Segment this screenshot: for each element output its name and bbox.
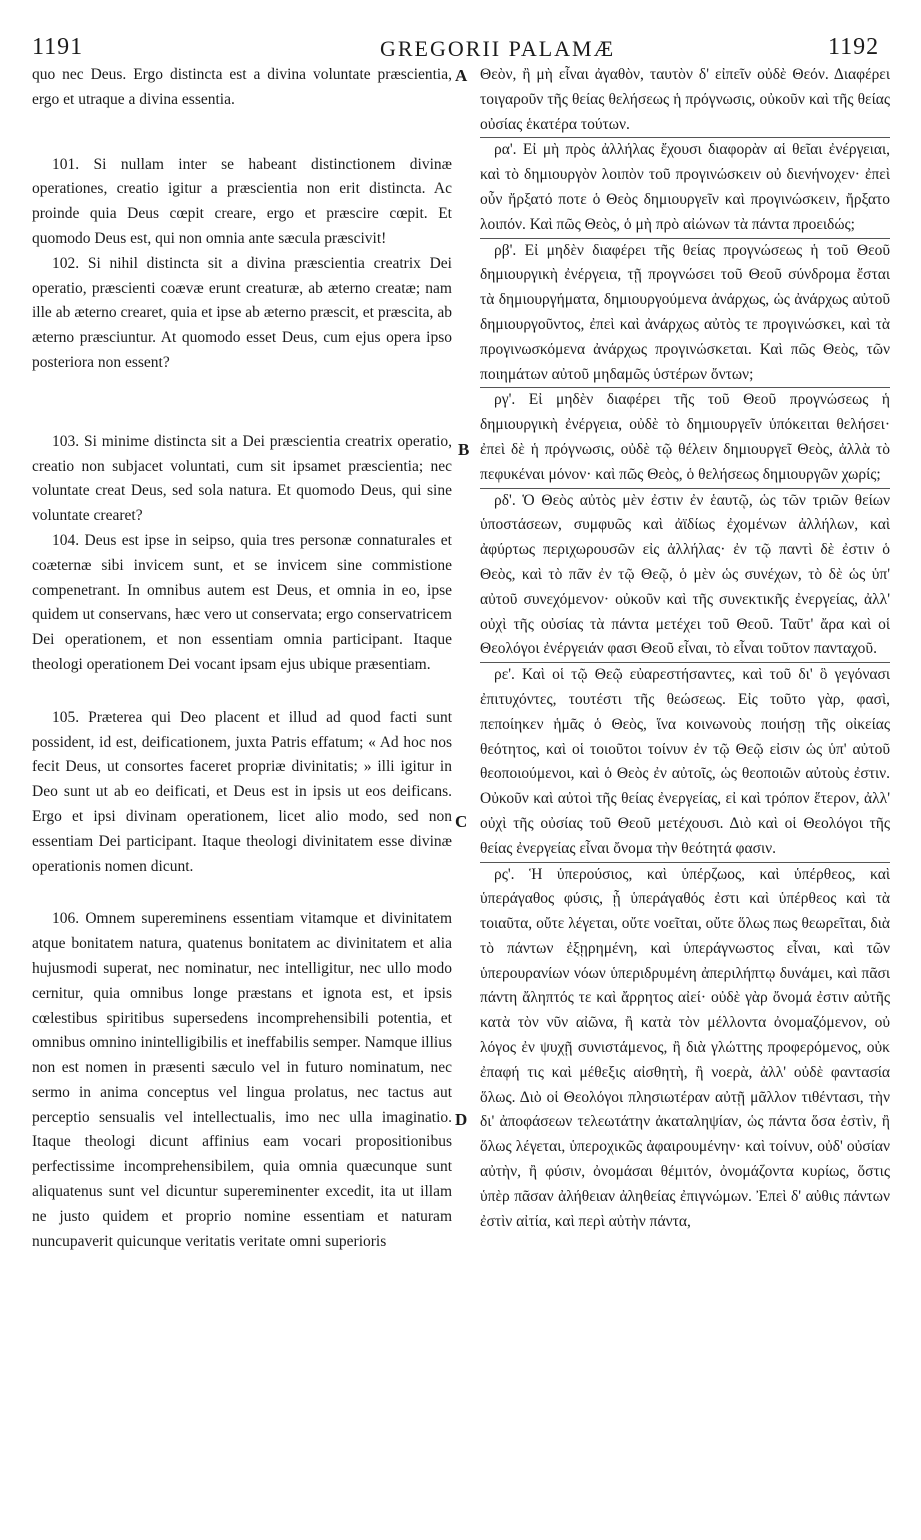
latin-section-106: 106. Omnem supereminens essentiam vitamque et divinitatem atque bonitatem natura, quatenus bonitatem ac divinitatem et alia hujusmodi superat, nec nominatur, nec intelligitur, nec ullo modo cernitur, quia omnibus longe præstans et ignota est, et ipsis cœlestibus spiritibus supersedens incomprehensibili potentia, et omnibus omnino inintelligibilis et ineffabilis semper. Namque illius non est nomen in præsenti sæculo vel in futuro nominatum, nec sermo in anima conceptus vel lingua prolatus, nec tactus aut perceptio sensualis vel intellectualis, imo nec ulla imaginatio. Itaque theologi dicunt affinius eam vocari propositionibus perfectissime incomprehensibilem, quia omnia quæcunque sunt aliquatenus sunt vel dicuntur supereminenter excedit, ita ut illam ne justo quidem et proprio nomine essentiam et naturam nuncupaverit quicunque veritatis veritate omni superioris [32, 910, 452, 1250]
latin-section-104: 104. Deus est ipse in seipso, quia tres personæ connaturales et coæternæ sibi invicem sunt, et se invicem sine commistione compenetrant. In omnibus autem est Deus, et omnia in eo, ipse quidem ut conservans, hæc vero ut conservata; ergo conservatricem Dei operationem, et non essentiam omnia participant. Itaque theologi operationem Dei vocant ipsam ejus ubique præsentiam. [32, 531, 452, 673]
greek-section-101: ρα'. Εἰ μὴ πρὸς ἀλλήλας ἔχουσι διαφορὰν αἱ θεῖαι ἐνέργειαι, καὶ τὸ δημιουργὸν λοιπὸν τοῦ προγινώσκειν οὐ διενήνοχεν· ἐπεὶ οὖν ἤρξατό ποτε ὁ Θεὸς δημιουργεῖν καὶ προγινώσκειν, ἤρξατο λοιπόν. Καὶ πῶς Θεὸς, ὁ μὴ πρὸ αἰώνων τὰ πάντα προειδώς; [480, 141, 890, 233]
latin-section-105: 105. Præterea qui Deo placent et illud ad quod facti sunt possident, id est, deificationem, juxta Patris effatum; « Ad hoc nos fecit Deus, ut consortes faceret propriæ divinitatis; » illi igitur in Deo sunt ut ab eo deificati, et Deus est in ipsis ut eos deificans. Ergo et ipsi divinam operationem, licet alio modo, sed non essentiam Dei participant. Itaque theologi divinitatem esse divinæ operationis nomen dicunt. [32, 708, 452, 875]
latin-column [32, 63, 452, 1254]
greek-section-102: ρβ'. Εἰ μηδὲν διαφέρει τῆς θείας προγνώσεως ἡ τοῦ Θεοῦ δημιουργικὴ ἐνέργεια, τῇ προγνώσει τοῦ Θεοῦ σύνδρομα ἔσται τὰ δημιουργήματα, δημιουργούμενα ἀνάρχως, ὡς ἀνάρχως αὐτοῦ δημιουργοῦντος, ἐπεὶ καὶ ἀνάρχως αὐτὸς τε προγινώσκει, καὶ τὰ προγινωσκόμενα ἀνάρχως προγινώσκεται. Καὶ πῶς Θεὸς, τῶν ποιημάτων αὐτοῦ μηδαμῶς ὑστέρων ὄντων; [480, 241, 890, 383]
margin-letter-c: C [455, 812, 468, 831]
page-header [0, 30, 921, 66]
greek-section-104: ρδ'. Ὁ Θεὸς αὐτὸς μὲν ἐστιν ἐν ἑαυτῷ, ὡς τῶν τριῶν θείων ὑποστάσεων, συμφυῶς καὶ ἀϊδίως ἐχομένων ἀλλήλων, καὶ ἀφύρτως περιχωρουσῶν εἰς ἀλλήλας· ἐν τῷ παντὶ δὲ ἐστιν ὁ Θεὸς, καὶ τὸ πᾶν ἐν τῷ Θεῷ, ὁ μὲν ὡς συνέχων, τὸ δὲ ὡς ὑπ' αὐτοῦ συνεχόμενον· οὐκοῦν καὶ τῆς συνεκτικῆς ἐνεργείας, ἀλλ' οὐχὶ τῆς οὐσίας τὰ πάντα μετέχει τοῦ Θεοῦ. Ταῦτ' ἄρα καὶ οἱ Θεολόγοι ἐνέργειάν φασι Θεοῦ εἶναι, τὸ εἶναι τοῦτον πανταχοῦ. [480, 491, 890, 658]
greek-section-106: ρς'. Ἡ ὑπερούσιος, καὶ ὑπέρζωος, καὶ ὑπέρθεος, καὶ ὑπεράγαθος φύσις, ᾗ ὑπεράγαθός ἐστι καὶ ὑπέρθεος καὶ τὰ τοιαῦτα, οὔτε λέγεται, οὔτε νοεῖται, οὔτε ὅλως πως θεωρεῖται, διὰ τὸ πάντων ἐξῃρημένη, καὶ ὑπεράγνωστος εἶναι, καὶ τῶν ὑπερουρανίων νόων ὑπεριδρυμένη ἀπεριλήπτῳ δυνάμει, καὶ πᾶσι πάντη ἄληπτός τε καὶ ἄρρητος αἰεί· οὐδὲ γὰρ ὄνομά ἐστιν αὐτῆς κατὰ τὸν νῦν αἰῶνα, ἢ κατὰ τὸν μέλλοντα ὀνομαζόμενον, οὐ λόγος ἐν ψυχῇ συνιστάμενος, ἢ διὰ γλώττης προφερόμενος, οὐκ ἐπαφή τις καὶ μέθεξις αἰσθητὴ, ἢ νοερὰ, ἀλλ' οὐδὲ φαντασία ὅλως. Διὸ οἱ Θεολόγοι πλησιωτέραν αὐτῇ μᾶλλον τιθέντασι, τὴν δι' ἀποφάσεων τελεωτάτην ἀκαταληψίαν, ὡς πάντα ὅσα ἐστὶν, ἢ ὅλως λέγεται, ὑπεροχικῶς ἀφαιρουμένην· καὶ τοίνυν, οὐδ' οὐσίαν αὐτὴν, ἢ φύσιν, ὀνομάσαι θέμιτόν, ὀνομάζοντα κυρίως, ὅστις ὑπὲρ πᾶσαν ἀλήθειαν ἀληθείας ἐπιγνώμων. Ἐπεὶ δ' αὐθις πάντων ἐστὶν αἰτία, καὶ περὶ αὐτὴν πάντα, [480, 865, 890, 1230]
right-page-number: 1192 [828, 34, 880, 60]
greek-column [480, 63, 890, 1234]
latin-section-101: 101. Si nullam inter se habeant distinctionem divinæ operationes, creatio igitur a præscientia non erit distincta. Ac proinde quia Deus cœpit creare, ergo et præscire cœpit. Et quomodo Deus est, qui non omnia ante sæcula præscivit! [32, 155, 452, 247]
latin-section-102: 102. Si nihil distincta sit a divina præscientia creatrix Dei operatio, præscienti coævæ erunt creaturæ, ab æterno creatæ; nam ille ab æterno crearet, quia et ipse ab æterno præscit, et præscita, ab æterno præsciuntur. At quomodo esset Deus, cum ejus opera ipso posteriora non essent? [32, 254, 452, 371]
latin-paragraph-continuation: quo nec Deus. Ergo distincta est a divina voluntate præscientia, ergo et utraque a divina essentia. [32, 66, 452, 108]
running-title: GREGORII PALAMÆ [380, 36, 616, 61]
margin-letter-b: B [458, 440, 470, 459]
left-page-number: 1191 [32, 34, 84, 60]
latin-section-103: 103. Si minime distincta sit a Dei præscientia creatrix operatio, creatio non subjacet voluntati, cum sit ipsamet præscientia; nec voluntate creat Deus, sed sola natura. Et quomodo Deus, qui sine voluntate crearet? [32, 432, 452, 525]
margin-letter-a: A [455, 66, 468, 85]
margin-letter-d: D [455, 1110, 468, 1129]
greek-section-105: ρε'. Καὶ οἱ τῷ Θεῷ εὐαρεστήσαντες, καὶ τοῦ δι' ὃ γεγόνασι ἐπιτυχόντες, τουτέστι τῆς θεώσεως. Εἰς τοῦτο γὰρ, φασὶ, πεποίηκεν ἡμᾶς ὁ Θεὸς, ἵνα κοινωνοὺς ποιήσῃ τῆς οἰκείας θεότητος, καὶ οἱ τοιοῦτοι τοίνυν ἐν τῷ Θεῷ εἰσιν ὡς ὑπ' αὐτοῦ θεοποιούμενοι, καὶ ὁ Θεὸς ἐν αὐτοῖς, ὡς θεοποιῶν αὐτοὺς ἐστιν. Οὐκοῦν καὶ αὐτοὶ τῆς θείας ἐνεργείας, εἰ καὶ τρόπον ἕτερον, ἀλλ' οὐχὶ τῆς οὐσίας τοῦ Θεοῦ μετέχουσι. Διὸ καὶ οἱ Θεολόγοι τῆς θείας ἐνεργείας εἶναι ὄνομα τὴν θεότητά φασιν. [480, 666, 890, 857]
greek-section-103: ργ'. Εἰ μηδὲν διαφέρει τῆς τοῦ Θεοῦ προγνώσεως ἡ δημιουργικὴ ἐνέργεια, οὐδὲ τὸ δημιουργεῖν ὑπόκειται θελήσει· ἐπεὶ δὲ ἡ πρόγνωσις, οὐδὲ τῷ θέλειν δημιουργεῖ Θεὸς, ἀλλὰ τὸ πεφυκέναι μόνον· καὶ πῶς Θεὸς, ὁ θελήσεως δημιουργῶν χωρίς; [480, 391, 890, 483]
greek-paragraph-continuation: Θεὸν, ἢ μὴ εἶναι ἀγαθὸν, ταυτὸν δ' εἰπεῖν οὐδὲ Θεόν. Διαφέρει τοιγαροῦν τῆς θείας θελήσεως ἡ πρόγνωσις, οὐκοῦν καὶ τῆς θείας οὐσίας ἑκατέρα τούτων. [480, 66, 890, 133]
